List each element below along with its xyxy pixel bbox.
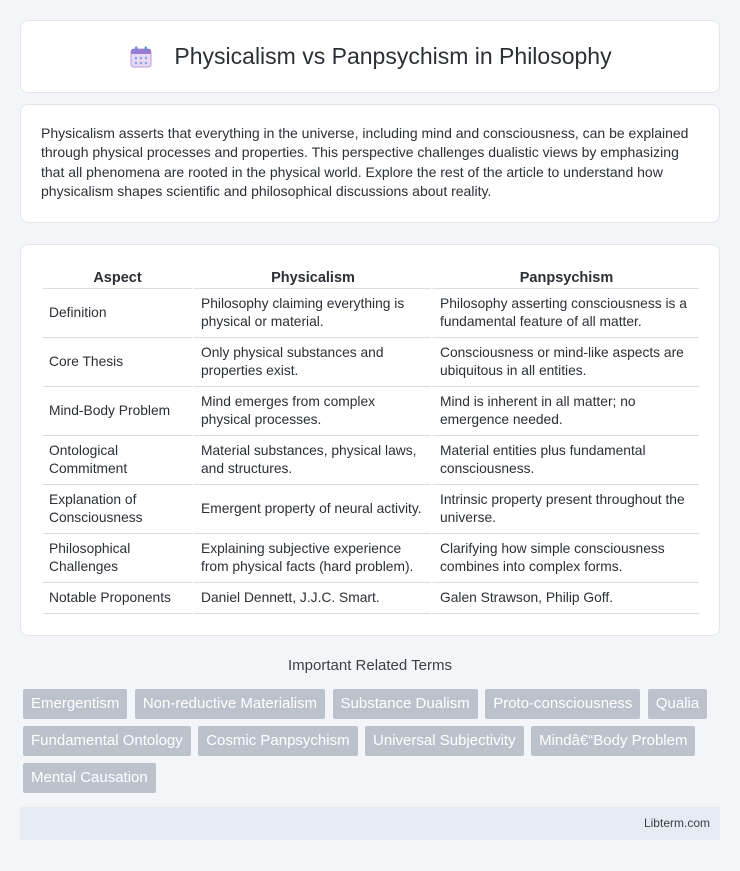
- related-terms-title: Important Related Terms: [288, 657, 452, 674]
- row-panpsychism: Consciousness or mind-like aspects are ubiquitous in all entities.: [431, 338, 699, 387]
- table-row: [43, 534, 699, 583]
- row-aspect: Mind-Body Problem: [43, 387, 192, 436]
- row-physicalism: Emergent property of neural activity.: [192, 485, 431, 534]
- term-tag[interactable]: Cosmic Panpsychism: [198, 726, 357, 756]
- row-physicalism: Explaining subjective experience from physical facts (hard problem).: [192, 534, 431, 583]
- page-title: Physicalism vs Panpsychism in Philosophy: [174, 43, 612, 69]
- header-panpsychism: Panpsychism: [431, 265, 699, 289]
- table-row: [43, 289, 699, 338]
- term-tag[interactable]: Universal Subjectivity: [365, 726, 524, 756]
- footer-site-link[interactable]: Libterm.com: [643, 816, 710, 830]
- comparison-table-card: [20, 244, 720, 636]
- calendar-icon: [128, 44, 154, 70]
- row-panpsychism: Clarifying how simple consciousness combines into complex forms.: [431, 534, 699, 583]
- term-tag[interactable]: Proto-consciousness: [485, 689, 640, 719]
- header-physicalism: Physicalism: [192, 265, 431, 289]
- comparison-table: [43, 265, 699, 614]
- row-panpsychism: Material entities plus fundamental consciousness.: [431, 436, 699, 485]
- related-terms-list: [23, 689, 723, 800]
- row-aspect: Explanation of Consciousness: [43, 485, 192, 534]
- header-card: [20, 20, 720, 93]
- term-tag[interactable]: Fundamental Ontology: [23, 726, 191, 756]
- row-physicalism: Material substances, physical laws, and structures.: [192, 436, 431, 485]
- row-physicalism: Philosophy claiming everything is physical or material.: [192, 289, 431, 338]
- row-physicalism: Only physical substances and properties exist.: [192, 338, 431, 387]
- table-row: [43, 583, 699, 614]
- footer: [20, 807, 720, 840]
- title-wrap: [128, 43, 611, 70]
- term-tag[interactable]: Qualia: [648, 689, 707, 719]
- row-panpsychism: Philosophy asserting consciousness is a fundamental feature of all matter.: [431, 289, 699, 338]
- table-row: [43, 436, 699, 485]
- intro-text: Physicalism asserts that everything in the universe, including mind and consciousness, can be explained through physical processes and properties. This perspective challenges dualistic views by emphasizing that all phenomena are rooted in the physical world. Explore the rest of the article to understand how physicalism shapes scientific and philosophical discussions about reality.: [41, 125, 689, 200]
- term-tag[interactable]: Mental Causation: [23, 763, 156, 793]
- row-aspect: Philosophical Challenges: [43, 534, 192, 583]
- row-panpsychism: Mind is inherent in all matter; no emergence needed.: [431, 387, 699, 436]
- row-panpsychism: Intrinsic property present throughout the universe.: [431, 485, 699, 534]
- table-row: [43, 338, 699, 387]
- term-tag[interactable]: Mindâ€“Body Problem: [531, 726, 695, 756]
- row-physicalism: Daniel Dennett, J.J.C. Smart.: [192, 583, 431, 614]
- header-aspect: Aspect: [43, 265, 192, 289]
- table-row: [43, 485, 699, 534]
- term-tag[interactable]: Emergentism: [23, 689, 127, 719]
- term-tag[interactable]: Substance Dualism: [333, 689, 478, 719]
- row-aspect: Definition: [43, 289, 192, 338]
- row-aspect: Notable Proponents: [43, 583, 192, 614]
- row-physicalism: Mind emerges from complex physical processes.: [192, 387, 431, 436]
- row-aspect: Ontological Commitment: [43, 436, 192, 485]
- table-row: [43, 387, 699, 436]
- intro-card: [20, 104, 720, 223]
- term-tag[interactable]: Non-reductive Materialism: [135, 689, 325, 719]
- row-aspect: Core Thesis: [43, 338, 192, 387]
- table-header-row: [43, 265, 699, 289]
- row-panpsychism: Galen Strawson, Philip Goff.: [431, 583, 699, 614]
